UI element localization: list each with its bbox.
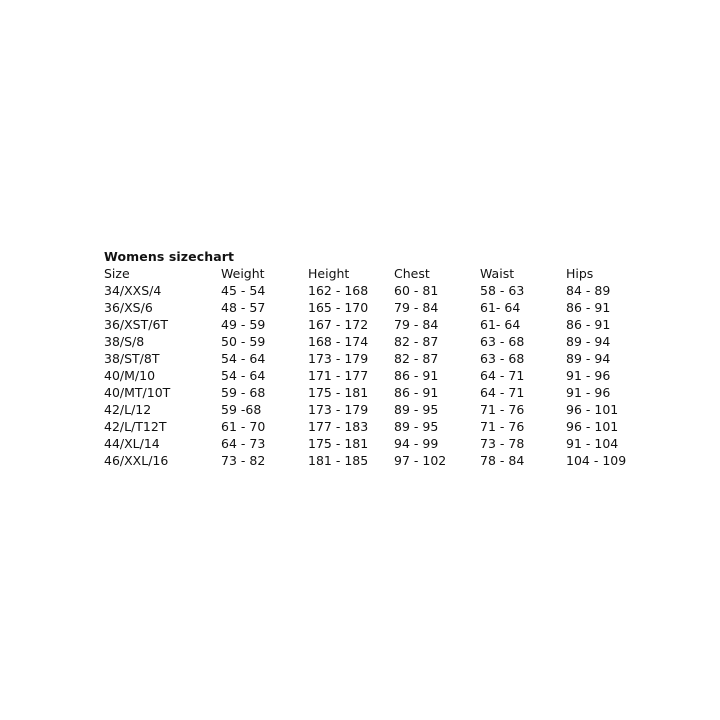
cell-height: 165 - 170 [308, 300, 369, 315]
cell-waist: 71 - 76 [480, 402, 525, 417]
column-header-hips: Hips [566, 266, 594, 281]
cell-chest: 86 - 91 [394, 385, 439, 400]
header-row [104, 265, 664, 282]
table-row [104, 350, 664, 367]
cell-weight: 73 - 82 [221, 453, 266, 468]
cell-waist: 63 - 68 [480, 334, 525, 349]
cell-size: 34/XXS/4 [104, 283, 162, 298]
cell-chest: 94 - 99 [394, 436, 439, 451]
column-header-weight: Weight [221, 266, 265, 281]
table-row [104, 367, 664, 384]
size-table [104, 265, 664, 469]
cell-chest: 97 - 102 [394, 453, 447, 468]
cell-height: 177 - 183 [308, 419, 369, 434]
cell-size: 38/S/8 [104, 334, 145, 349]
cell-hips: 84 - 89 [566, 283, 611, 298]
cell-hips: 104 - 109 [566, 453, 627, 468]
table-row [104, 299, 664, 316]
cell-hips: 89 - 94 [566, 351, 611, 366]
cell-waist: 58 - 63 [480, 283, 525, 298]
cell-weight: 59 -68 [221, 402, 262, 417]
table-row [104, 401, 664, 418]
cell-hips: 96 - 101 [566, 419, 619, 434]
cell-hips: 86 - 91 [566, 317, 611, 332]
cell-weight: 48 - 57 [221, 300, 266, 315]
cell-chest: 79 - 84 [394, 317, 439, 332]
cell-size: 44/XL/14 [104, 436, 160, 451]
size-chart [104, 248, 664, 469]
cell-hips: 91 - 104 [566, 436, 619, 451]
cell-size: 40/MT/10T [104, 385, 171, 400]
column-header-waist: Waist [480, 266, 515, 281]
cell-hips: 91 - 96 [566, 385, 611, 400]
table-row [104, 418, 664, 435]
cell-size: 36/XST/6T [104, 317, 169, 332]
cell-size: 42/L/12 [104, 402, 152, 417]
cell-height: 173 - 179 [308, 351, 369, 366]
table-row [104, 435, 664, 452]
column-header-chest: Chest [394, 266, 430, 281]
cell-hips: 89 - 94 [566, 334, 611, 349]
cell-hips: 91 - 96 [566, 368, 611, 383]
cell-chest: 89 - 95 [394, 402, 439, 417]
cell-waist: 73 - 78 [480, 436, 525, 451]
table-row [104, 282, 664, 299]
cell-size: 46/XXL/16 [104, 453, 169, 468]
cell-chest: 82 - 87 [394, 334, 439, 349]
cell-height: 175 - 181 [308, 436, 369, 451]
cell-waist: 78 - 84 [480, 453, 525, 468]
cell-chest: 60 - 81 [394, 283, 439, 298]
cell-height: 167 - 172 [308, 317, 369, 332]
cell-height: 171 - 177 [308, 368, 369, 383]
cell-waist: 64 - 71 [480, 385, 525, 400]
cell-waist: 71 - 76 [480, 419, 525, 434]
cell-hips: 86 - 91 [566, 300, 611, 315]
cell-height: 173 - 179 [308, 402, 369, 417]
cell-height: 162 - 168 [308, 283, 369, 298]
cell-height: 168 - 174 [308, 334, 369, 349]
cell-size: 42/L/T12T [104, 419, 167, 434]
column-header-height: Height [308, 266, 350, 281]
table-row [104, 316, 664, 333]
column-header-size: Size [104, 266, 130, 281]
cell-waist: 61- 64 [480, 300, 521, 315]
table-row [104, 384, 664, 401]
cell-size: 36/XS/6 [104, 300, 153, 315]
cell-size: 40/M/10 [104, 368, 156, 383]
cell-weight: 54 - 64 [221, 351, 266, 366]
cell-weight: 59 - 68 [221, 385, 266, 400]
cell-height: 175 - 181 [308, 385, 369, 400]
cell-waist: 63 - 68 [480, 351, 525, 366]
cell-weight: 45 - 54 [221, 283, 266, 298]
cell-weight: 54 - 64 [221, 368, 266, 383]
chart-title: Womens sizechart [104, 249, 235, 264]
cell-waist: 64 - 71 [480, 368, 525, 383]
cell-chest: 89 - 95 [394, 419, 439, 434]
cell-size: 38/ST/8T [104, 351, 160, 366]
cell-weight: 49 - 59 [221, 317, 266, 332]
cell-weight: 61 - 70 [221, 419, 266, 434]
cell-chest: 86 - 91 [394, 368, 439, 383]
cell-chest: 82 - 87 [394, 351, 439, 366]
cell-height: 181 - 185 [308, 453, 369, 468]
cell-hips: 96 - 101 [566, 402, 619, 417]
table-row [104, 452, 664, 469]
table-row [104, 333, 664, 350]
cell-weight: 64 - 73 [221, 436, 266, 451]
cell-weight: 50 - 59 [221, 334, 266, 349]
cell-waist: 61- 64 [480, 317, 521, 332]
cell-chest: 79 - 84 [394, 300, 439, 315]
